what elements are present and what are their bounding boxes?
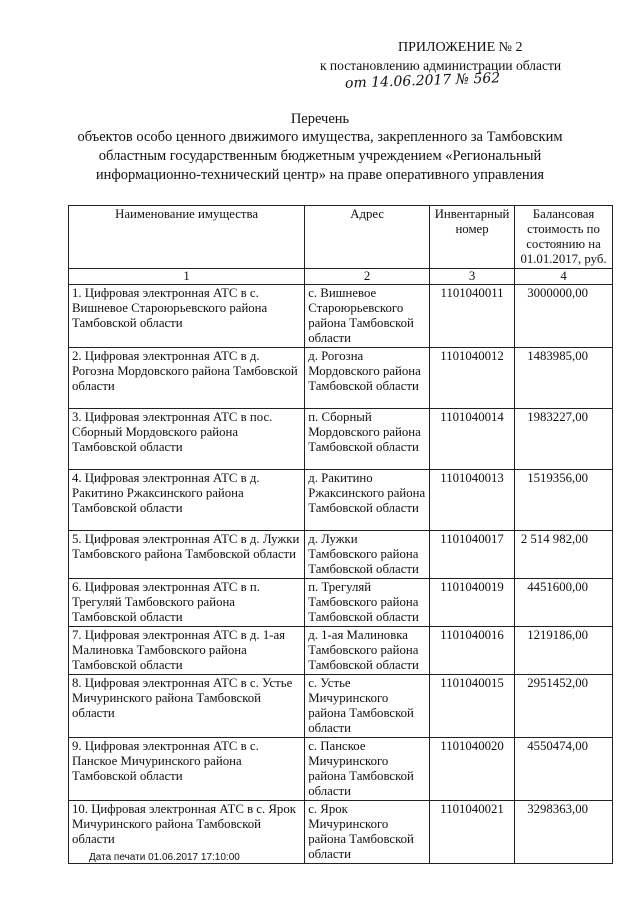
- cell-inventory-number: 1101040021: [430, 801, 515, 864]
- cell-book-value: 4550474,00: [515, 738, 613, 801]
- column-number-row: [69, 269, 613, 285]
- cell-name: 6. Цифровая электронная АТС в п. Трегуляй Тамбовского района Тамбовской области: [69, 579, 305, 627]
- subtitle-line-1: объектов особо ценного движимого имущества, закрепленного за Тамбовским: [77, 129, 563, 145]
- header-book-value: Балансовая стоимость по состоянию на 01.01.2017, руб.: [515, 206, 613, 269]
- cell-address: с. Ярок Мичуринского района Тамбовской области: [305, 801, 430, 864]
- header-name: Наименование имущества: [69, 206, 305, 269]
- property-table: [68, 205, 613, 864]
- table-row: [69, 738, 613, 801]
- cell-inventory-number: 1101040017: [430, 531, 515, 579]
- handwritten-date-number: от 14.06.2017 № 562: [344, 70, 501, 92]
- table-row: [69, 285, 613, 348]
- table-row: [69, 348, 613, 409]
- cell-address: с. Вишневое Староюрьевского района Тамбовской области: [305, 285, 430, 348]
- cell-address: п. Сборный Мордовского района Тамбовской области: [305, 409, 430, 470]
- table-row: [69, 627, 613, 675]
- print-date: Дата печати 01.06.2017 17:10:00: [89, 852, 240, 863]
- cell-address: д. 1-ая Малиновка Тамбовского района Тамбовской области: [305, 627, 430, 675]
- cell-inventory-number: 1101040013: [430, 470, 515, 531]
- cell-inventory-number: 1101040020: [430, 738, 515, 801]
- cell-name: 7. Цифровая электронная АТС в д. 1-ая Малиновка Тамбовского района Тамбовской области: [69, 627, 305, 675]
- table-row: [69, 675, 613, 738]
- header-inventory-number: Инвентарный номер: [430, 206, 515, 269]
- header-address: Адрес: [305, 206, 430, 269]
- cell-book-value: 3000000,00: [515, 285, 613, 348]
- table-row: [69, 470, 613, 531]
- table-row: [69, 579, 613, 627]
- cell-address: с. Панское Мичуринского района Тамбовской области: [305, 738, 430, 801]
- subtitle-line-3: информационно-технический центр» на праве оперативного управления: [95, 167, 545, 183]
- document-subtitle: [0, 128, 640, 185]
- cell-name: 4. Цифровая электронная АТС в д. Ракитино Ржаксинского района Тамбовской области: [69, 470, 305, 531]
- cell-inventory-number: 1101040014: [430, 409, 515, 470]
- col-number: 2: [305, 269, 430, 285]
- col-number: 4: [515, 269, 613, 285]
- col-number: 1: [69, 269, 305, 285]
- appendix-heading: ПРИЛОЖЕНИЕ № 2: [398, 40, 523, 55]
- subtitle-line-2: областным государственным бюджетным учреждением «Региональный: [98, 148, 542, 164]
- cell-name: 3. Цифровая электронная АТС в пос. Сборный Мордовского района Тамбовской области: [69, 409, 305, 470]
- cell-name: 5. Цифровая электронная АТС в д. Лужки Тамбовского района Тамбовской области: [69, 531, 305, 579]
- cell-inventory-number: 1101040016: [430, 627, 515, 675]
- cell-address: д. Лужки Тамбовского района Тамбовской области: [305, 531, 430, 579]
- col-number: 3: [430, 269, 515, 285]
- cell-book-value: 1519356,00: [515, 470, 613, 531]
- appendix-subheading: к постановлению администрации области: [320, 58, 562, 73]
- table-body: [69, 285, 613, 864]
- cell-name: 1. Цифровая электронная АТС в с. Вишневое Староюрьевского района Тамбовской области: [69, 285, 305, 348]
- table-header-row: [69, 206, 613, 269]
- cell-book-value: 2951452,00: [515, 675, 613, 738]
- cell-inventory-number: 1101040012: [430, 348, 515, 409]
- cell-book-value: 1483985,00: [515, 348, 613, 409]
- cell-inventory-number: 1101040011: [430, 285, 515, 348]
- cell-book-value: 4451600,00: [515, 579, 613, 627]
- cell-book-value: 1219186,00: [515, 627, 613, 675]
- cell-book-value: 1983227,00: [515, 409, 613, 470]
- table-row: [69, 409, 613, 470]
- table-row: [69, 531, 613, 579]
- cell-book-value: 3298363,00: [515, 801, 613, 864]
- cell-address: п. Трегуляй Тамбовского района Тамбовской области: [305, 579, 430, 627]
- cell-address: д. Рогозна Мордовского района Тамбовской области: [305, 348, 430, 409]
- cell-name: 10. Цифровая электронная АТС в с. Ярок Мичуринского района Тамбовской области: [69, 801, 305, 864]
- cell-name: 8. Цифровая электронная АТС в с. Устье Мичуринского района Тамбовской области: [69, 675, 305, 738]
- cell-inventory-number: 1101040015: [430, 675, 515, 738]
- cell-book-value: 2 514 982,00: [515, 531, 613, 579]
- cell-name: 2. Цифровая электронная АТС в д. Рогозна Мордовского района Тамбовской области: [69, 348, 305, 409]
- cell-name: 9. Цифровая электронная АТС в с. Панское Мичуринского района Тамбовской области: [69, 738, 305, 801]
- cell-address: д. Ракитино Ржаксинского района Тамбовской области: [305, 470, 430, 531]
- cell-inventory-number: 1101040019: [430, 579, 515, 627]
- cell-address: с. Устье Мичуринского района Тамбовской области: [305, 675, 430, 738]
- document-title: Перечень: [290, 111, 350, 127]
